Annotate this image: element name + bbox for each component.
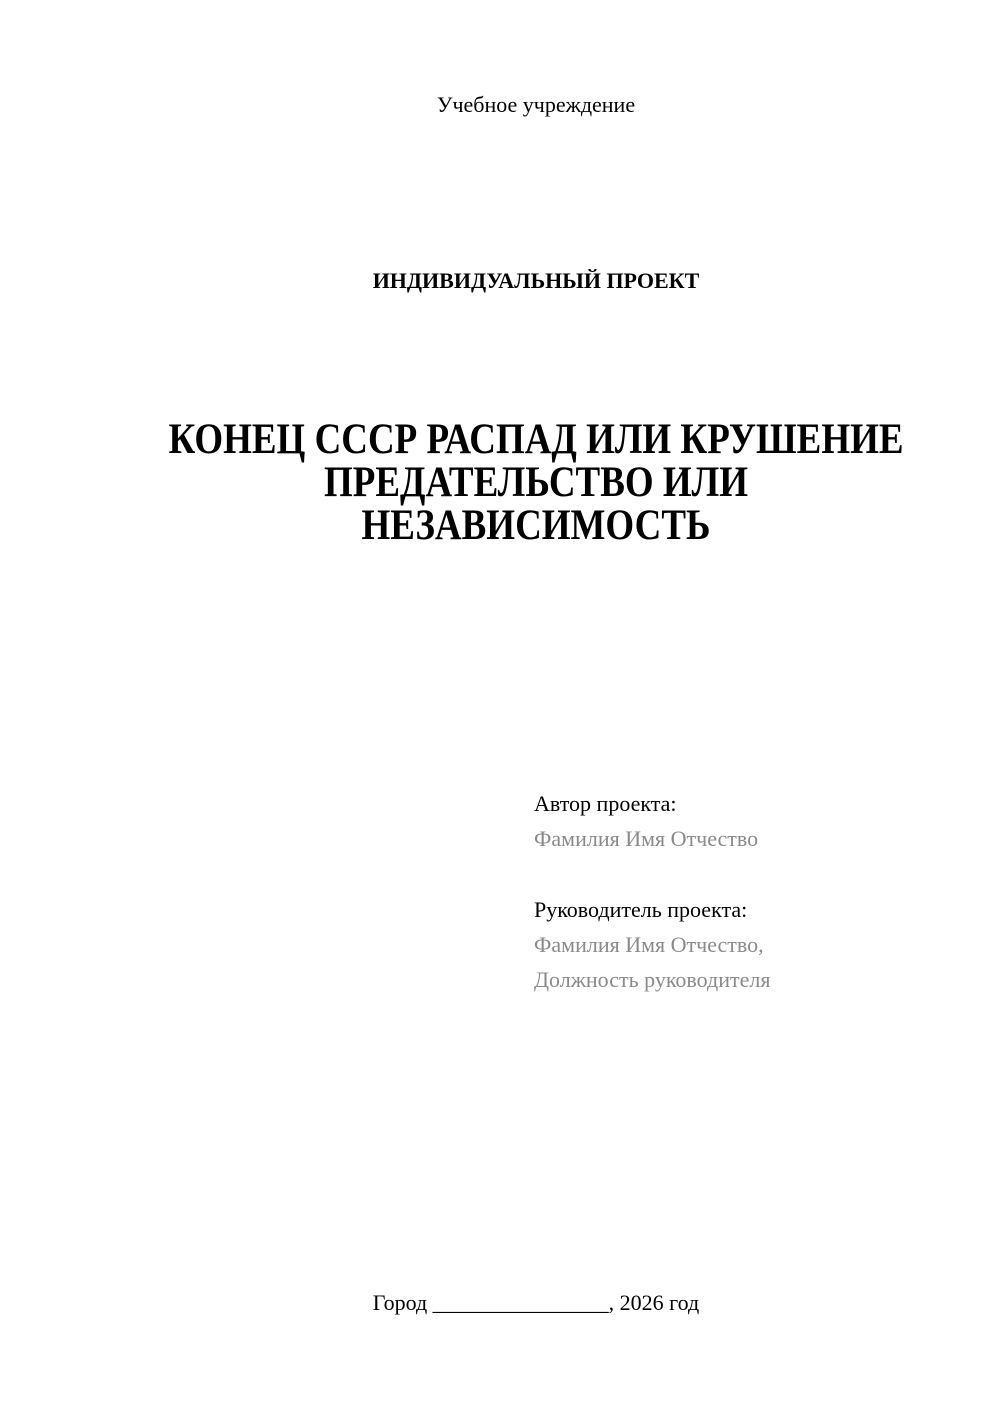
title-line: НЕЗАВИСИМОСТЬ — [361, 502, 711, 549]
title-line: ПРЕДАТЕЛЬСТВО ИЛИ — [324, 459, 748, 506]
supervisor-block — [534, 892, 770, 997]
author-name: Фамилия Имя Отчество — [534, 826, 759, 851]
city-label: Город — [372, 1290, 428, 1315]
institution: Учебное учреждение — [436, 92, 636, 117]
project-type: ИНДИВИДУАЛЬНЫЙ ПРОЕКТ — [372, 268, 700, 293]
year: , 2026 год — [608, 1290, 700, 1315]
city-blank: ________________ — [432, 1290, 609, 1315]
supervisor-position: Должность руководителя — [534, 967, 771, 992]
supervisor-label: Руководитель проекта: — [534, 897, 748, 922]
city-year-line — [72, 1290, 1000, 1316]
author-label: Автор проекта: — [534, 791, 677, 816]
project-title — [72, 418, 1000, 547]
author-block — [534, 786, 758, 856]
supervisor-name: Фамилия Имя Отчество, — [534, 932, 764, 957]
title-line: КОНЕЦ СССР РАСПАД ИЛИ КРУШЕНИЕ — [168, 416, 904, 463]
